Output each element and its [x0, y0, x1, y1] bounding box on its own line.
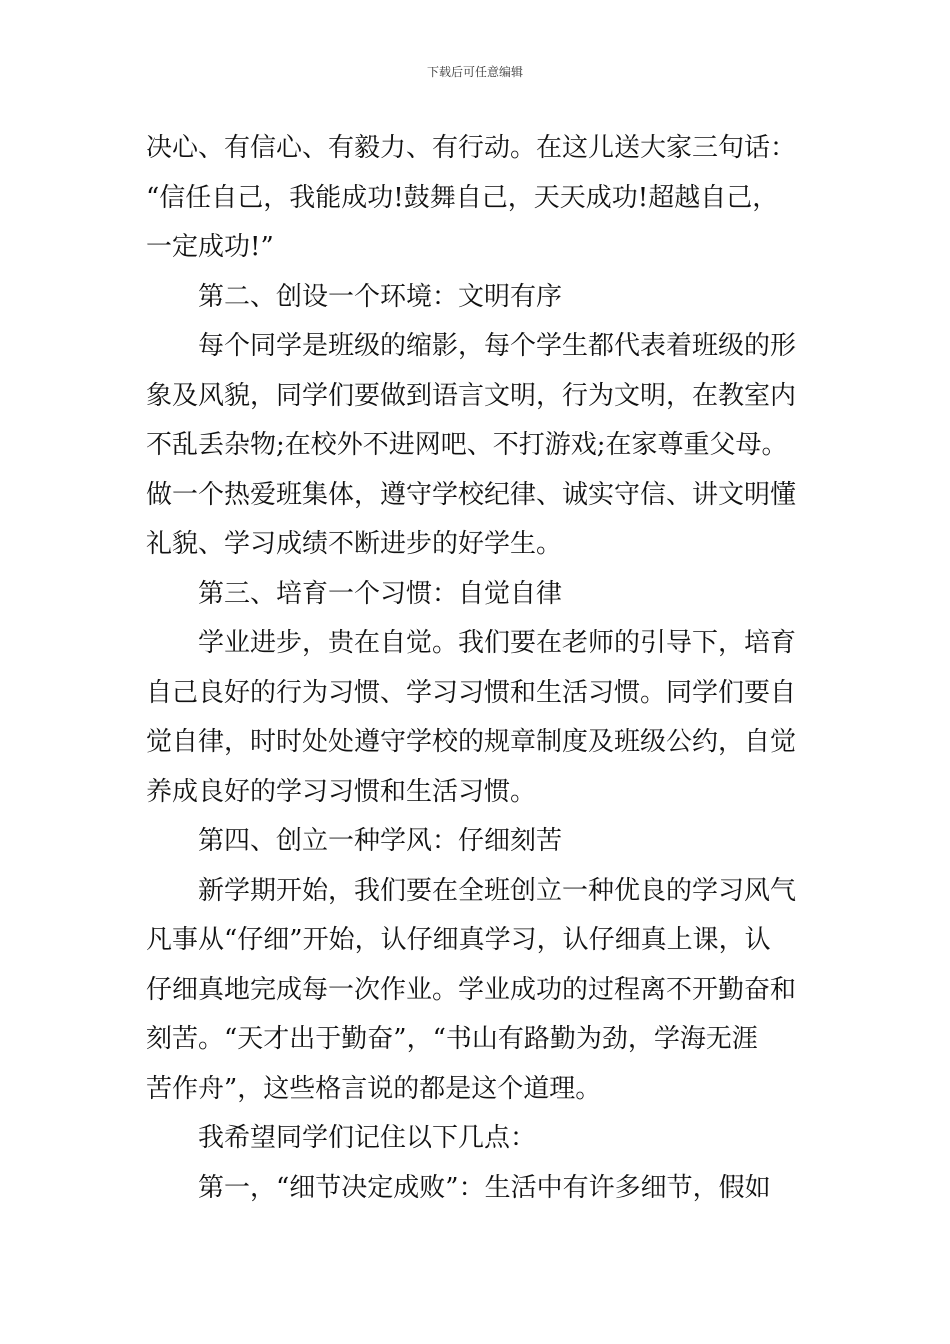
text-line: 第一，“细节决定成败”：生活中有许多细节，假如 [198, 1172, 771, 1203]
text-line: 每个同学是班级的缩影，每个学生都代表着班级的形 [198, 331, 797, 361]
section-heading: 第二、创设一个环境：文明有序 [198, 281, 563, 312]
text-line: 不乱丢杂物;在校外不进网吧、不打游戏;在家尊重父母。 [146, 430, 788, 460]
text-line: 凡事从“仔细”开始，认仔细真学习，认仔细真上课，认 [146, 925, 771, 955]
text-line: 一定成功!” [146, 232, 274, 262]
text-line: 自己良好的行为习惯、学习习惯和生活习惯。同学们要自 [146, 677, 797, 708]
text-line: 新学期开始，我们要在全班创立一种优良的学习风气 [198, 875, 797, 906]
text-line: 觉自律，时时处处遵守学校的规章制度及班级公约，自觉 [146, 727, 797, 757]
document-body [146, 124, 806, 1213]
page-header: 下载后可任意编辑 [426, 65, 523, 79]
text-line: 苦作舟”，这些格言说的都是这个道理。 [146, 1073, 602, 1104]
text-line: 刻苦。“天才出于勤奋”，“书山有路勤为劲，学海无涯 [146, 1024, 758, 1054]
section-heading: 第三、培育一个习惯：自觉自律 [198, 578, 563, 609]
section-heading: 第四、创立一种学风：仔细刻苦 [198, 826, 563, 856]
text-line: 学业进步，贵在自觉。我们要在老师的引导下，培育 [198, 628, 797, 658]
text-line: 决心、有信心、有毅力、有行动。在这儿送大家三句话： [146, 133, 797, 163]
text-line: 仔细真地完成每一次作业。学业成功的过程离不开勤奋和 [146, 974, 797, 1005]
text-line: 做一个热爱班集体，遵守学校纪律、诚实守信、讲文明懂 [146, 479, 797, 510]
text-line: 我希望同学们记住以下几点： [198, 1123, 537, 1153]
text-line: 养成良好的学习习惯和生活习惯。 [146, 776, 537, 807]
text-line: “信任自己，我能成功!鼓舞自己，天天成功!超越自己， [146, 182, 779, 213]
text-line: 礼貌、学习成绩不断进步的好学生。 [146, 529, 563, 559]
text-line: 象及风貌，同学们要做到语言文明，行为文明，在教室内 [146, 380, 797, 411]
